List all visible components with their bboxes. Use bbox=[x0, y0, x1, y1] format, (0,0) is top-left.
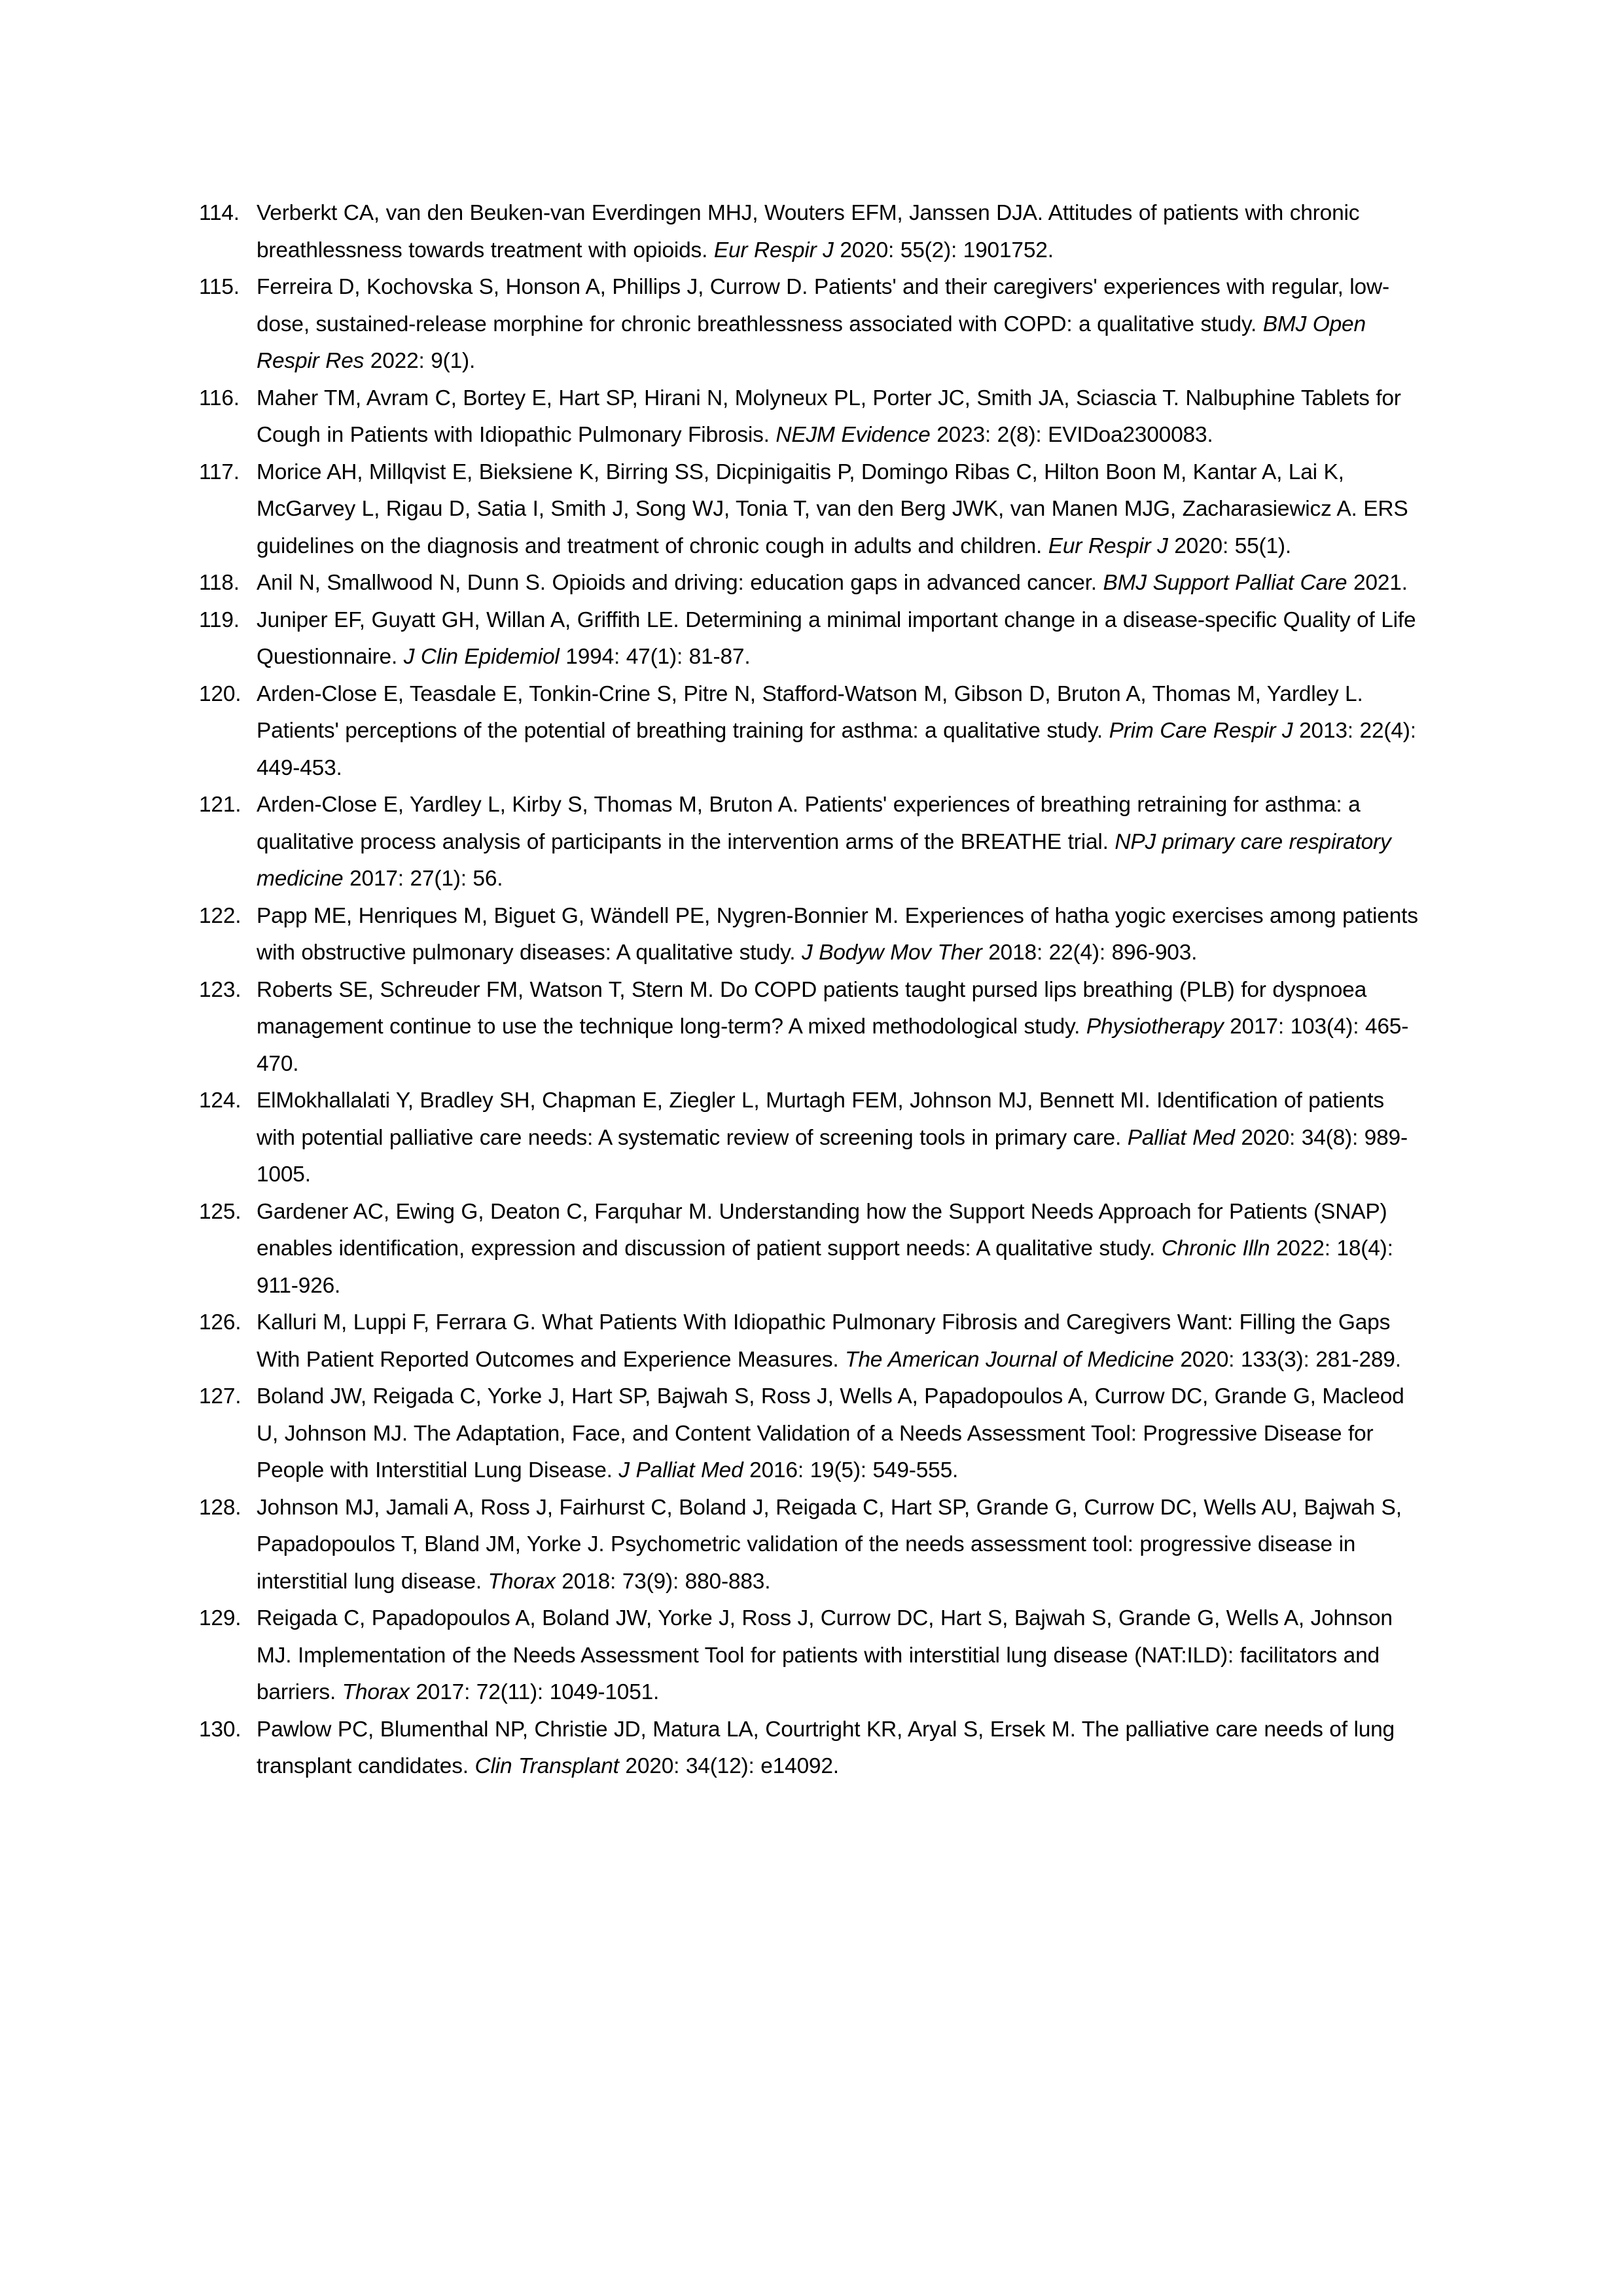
reference-text-segment: 2022: 18(4): 911-926. bbox=[257, 1236, 1393, 1298]
reference-text-segment: Johnson MJ, Jamali A, Ross J, Fairhurst C, Boland J, Reigada C, Hart SP, Grande G, Currow DC, Wells AU, Bajwah S, Papadopoulos T, Bland JM, Yorke J. Psychometric validation of the needs assessment tool: progressive disease in interstitial lung disease. bbox=[257, 1495, 1402, 1594]
reference-text bbox=[257, 608, 1416, 670]
reference-text-segment: Kalluri M, Luppi F, Ferrara G. What Patients With Idiopathic Pulmonary Fibrosis and Caregivers Want: Filling the Gaps With Patient Reported Outcomes and Experience Measures. bbox=[257, 1310, 1391, 1372]
reference-text-segment: 2016: 19(5): 549-555. bbox=[743, 1458, 959, 1482]
reference-text-segment: 1994: 47(1): 81-87. bbox=[559, 645, 751, 669]
reference-item bbox=[199, 565, 1420, 602]
reference-item bbox=[199, 380, 1420, 454]
reference-number: 125. bbox=[199, 1199, 241, 1224]
reference-number: 117. bbox=[199, 459, 240, 484]
journal-name: J Clin Epidemiol bbox=[403, 645, 560, 669]
reference-number: 114. bbox=[199, 201, 240, 225]
journal-name: Prim Care Respir J bbox=[1109, 719, 1293, 743]
reference-text-segment: 2020: 55(1). bbox=[1168, 533, 1291, 558]
reference-number: 124. bbox=[199, 1088, 241, 1113]
reference-text-segment: 2018: 22(4): 896-903. bbox=[982, 941, 1198, 965]
reference-item bbox=[199, 1304, 1420, 1378]
reference-number: 122. bbox=[199, 903, 241, 928]
reference-text-segment: Maher TM, Avram C, Bortey E, Hart SP, Hirani N, Molyneux PL, Porter JC, Smith JA, Sciascia T. Nalbuphine Tablets for Cough in Patients with Idiopathic Pulmonary Fibrosis. bbox=[257, 386, 1401, 447]
journal-name: Thorax bbox=[342, 1680, 410, 1704]
reference-text-segment: 2020: 34(8): 989-1005. bbox=[257, 1125, 1408, 1187]
reference-text-segment: Arden-Close E, Teasdale E, Tonkin-Crine S, Pitre N, Stafford-Watson M, Gibson D, Bruton A, Thomas M, Yardley L. Patients' perceptions of the potential of breathing training for asthma: a qualitative study. bbox=[257, 681, 1363, 743]
reference-item bbox=[199, 1712, 1420, 1785]
reference-text bbox=[257, 1606, 1393, 1704]
journal-name: BMJ Open Respir Res bbox=[257, 312, 1366, 373]
reference-number: 123. bbox=[199, 977, 241, 1002]
journal-name: The American Journal of Medicine bbox=[845, 1347, 1174, 1372]
reference-text-segment: 2017: 72(11): 1049-1051. bbox=[409, 1680, 660, 1704]
reference-text-segment: 2023: 2(8): EVIDoa2300083. bbox=[930, 423, 1213, 447]
reference-item bbox=[199, 972, 1420, 1083]
journal-name: Clin Transplant bbox=[474, 1754, 619, 1778]
reference-number: 127. bbox=[199, 1384, 241, 1408]
journal-name: J Bodyw Mov Ther bbox=[801, 941, 982, 965]
reference-item bbox=[199, 1083, 1420, 1194]
reference-text-segment: Reigada C, Papadopoulos A, Boland JW, Yorke J, Ross J, Currow DC, Hart S, Bajwah S, Grande G, Wells A, Johnson MJ. Implementation of the Needs Assessment Tool for patients with interstitial lung disease (NAT:ILD): facilitators and barriers. bbox=[257, 1606, 1393, 1704]
reference-text-segment: Papp ME, Henriques M, Biguet G, Wändell PE, Nygren-Bonnier M. Experiences of hatha yogic exercises among patients with obstructive pulmonary diseases: A qualitative study. bbox=[257, 903, 1418, 965]
reference-item bbox=[199, 195, 1420, 269]
reference-item bbox=[199, 1490, 1420, 1601]
reference-text bbox=[257, 1088, 1408, 1187]
journal-name: Eur Respir J bbox=[1048, 533, 1168, 558]
reference-number: 128. bbox=[199, 1495, 241, 1520]
journal-name: Palliat Med bbox=[1127, 1125, 1235, 1150]
reference-text bbox=[257, 978, 1408, 1076]
reference-number: 130. bbox=[199, 1717, 241, 1742]
reference-text bbox=[257, 571, 1408, 595]
reference-text-segment: Anil N, Smallwood N, Dunn S. Opioids and driving: education gaps in advanced cancer. bbox=[257, 571, 1103, 595]
reference-list bbox=[199, 195, 1420, 1785]
journal-name: Chronic Illn bbox=[1161, 1236, 1270, 1261]
reference-text-segment: Boland JW, Reigada C, Yorke J, Hart SP, Bajwah S, Ross J, Wells A, Papadopoulos A, Currow DC, Grande G, Macleod U, Johnson MJ. The Adaptation, Face, and Content Validation of a Needs Assessment Tool: Progressive Disease for People with Interstitial Lung Disease. bbox=[257, 1384, 1404, 1482]
reference-item bbox=[199, 898, 1420, 972]
reference-text-segment: 2017: 27(1): 56. bbox=[343, 867, 503, 891]
reference-text-segment: 2013: 22(4): 449-453. bbox=[257, 719, 1416, 780]
journal-name: BMJ Support Palliat Care bbox=[1103, 571, 1347, 595]
reference-item bbox=[199, 602, 1420, 676]
reference-text-segment: Gardener AC, Ewing G, Deaton C, Farquhar M. Understanding how the Support Needs Approach for Patients (SNAP) enables identification, expression and discussion of patient support needs: A qualitative study. bbox=[257, 1199, 1387, 1261]
reference-text-segment: Pawlow PC, Blumenthal NP, Christie JD, Matura LA, Courtright KR, Aryal S, Ersek M. The palliative care needs of lung transplant candidates. bbox=[257, 1717, 1395, 1778]
reference-text-segment: Juniper EF, Guyatt GH, Willan A, Griffith LE. Determining a minimal important change in a disease-specific Quality of Life Questionnaire. bbox=[257, 607, 1416, 669]
journal-name: NEJM Evidence bbox=[776, 423, 931, 447]
reference-text-segment: Roberts SE, Schreuder FM, Watson T, Stern M. Do COPD patients taught pursed lips breathing (PLB) for dyspnoea management continue to use the technique long-term? A mixed methodological study. bbox=[257, 977, 1367, 1039]
reference-number: 115. bbox=[199, 275, 240, 299]
reference-text bbox=[257, 1384, 1404, 1482]
reference-text bbox=[257, 793, 1391, 891]
journal-name: Thorax bbox=[488, 1569, 556, 1594]
reference-text bbox=[257, 275, 1389, 373]
reference-text bbox=[257, 201, 1359, 262]
reference-text-segment: Verberkt CA, van den Beuken-van Everdingen MHJ, Wouters EFM, Janssen DJA. Attitudes of patients with chronic breathlessness towards treatment with opioids. bbox=[257, 201, 1360, 262]
reference-item bbox=[199, 1194, 1420, 1305]
reference-text-segment: Morice AH, Millqvist E, Bieksiene K, Birring SS, Dicpinigaitis P, Domingo Ribas C, Hilton Boon M, Kantar A, Lai K, McGarvey L, Rigau D, Satia I, Smith J, Song WJ, Tonia T, van den Berg JWK, van Manen MJG, Zacharasiewicz A. ERS guidelines on the diagnosis and treatment of chronic cough in adults and children. bbox=[257, 459, 1408, 558]
reference-text bbox=[257, 682, 1416, 780]
reference-text bbox=[257, 1496, 1402, 1594]
journal-name: Eur Respir J bbox=[713, 238, 834, 262]
reference-item bbox=[199, 1378, 1420, 1490]
reference-number: 116. bbox=[199, 386, 240, 410]
journal-name: J Palliat Med bbox=[618, 1458, 743, 1482]
reference-number: 120. bbox=[199, 681, 241, 706]
reference-item bbox=[199, 269, 1420, 380]
reference-number: 119. bbox=[199, 607, 240, 632]
reference-item bbox=[199, 1600, 1420, 1712]
reference-item bbox=[199, 787, 1420, 898]
reference-text-segment: 2022: 9(1). bbox=[364, 349, 476, 373]
reference-text-segment: ElMokhallalati Y, Bradley SH, Chapman E, Ziegler L, Murtagh FEM, Johnson MJ, Bennett MI. Identification of patients with potential palliative care needs: A systematic review of screening tools in primary care. bbox=[257, 1088, 1384, 1150]
reference-text-segment: Ferreira D, Kochovska S, Honson A, Phillips J, Currow D. Patients' and their caregivers' experiences with regular, low-dose, sustained-release morphine for chronic breathlessness associated with COPD: a qualitative study. bbox=[257, 275, 1389, 336]
reference-text bbox=[257, 460, 1408, 558]
reference-text-segment: 2020: 133(3): 281-289. bbox=[1173, 1347, 1401, 1372]
reference-text-segment: 2021. bbox=[1347, 571, 1408, 595]
reference-text bbox=[257, 904, 1418, 965]
reference-number: 126. bbox=[199, 1310, 241, 1335]
reference-text-segment: 2020: 34(12): e14092. bbox=[618, 1754, 839, 1778]
reference-text-segment: 2018: 73(9): 880-883. bbox=[555, 1569, 771, 1594]
journal-name: Physiotherapy bbox=[1086, 1014, 1224, 1039]
reference-item bbox=[199, 676, 1420, 787]
reference-text-segment: Arden-Close E, Yardley L, Kirby S, Thomas M, Bruton A. Patients' experiences of breathing retraining for asthma: a qualitative process analysis of participants in the intervention arms of the BREATHE trial. bbox=[257, 793, 1361, 854]
reference-number: 129. bbox=[199, 1606, 241, 1630]
reference-text-segment: 2020: 55(2): 1901752. bbox=[833, 238, 1054, 262]
reference-text-segment: 2017: 103(4): 465-470. bbox=[257, 1014, 1409, 1076]
reference-text bbox=[257, 1200, 1393, 1298]
reference-number: 121. bbox=[199, 793, 241, 817]
reference-text bbox=[257, 1717, 1395, 1779]
journal-name: NPJ primary care respiratory medicine bbox=[257, 829, 1391, 891]
reference-item bbox=[199, 454, 1420, 565]
reference-text bbox=[257, 386, 1401, 448]
reference-text bbox=[257, 1310, 1401, 1372]
reference-number: 118. bbox=[199, 571, 240, 595]
